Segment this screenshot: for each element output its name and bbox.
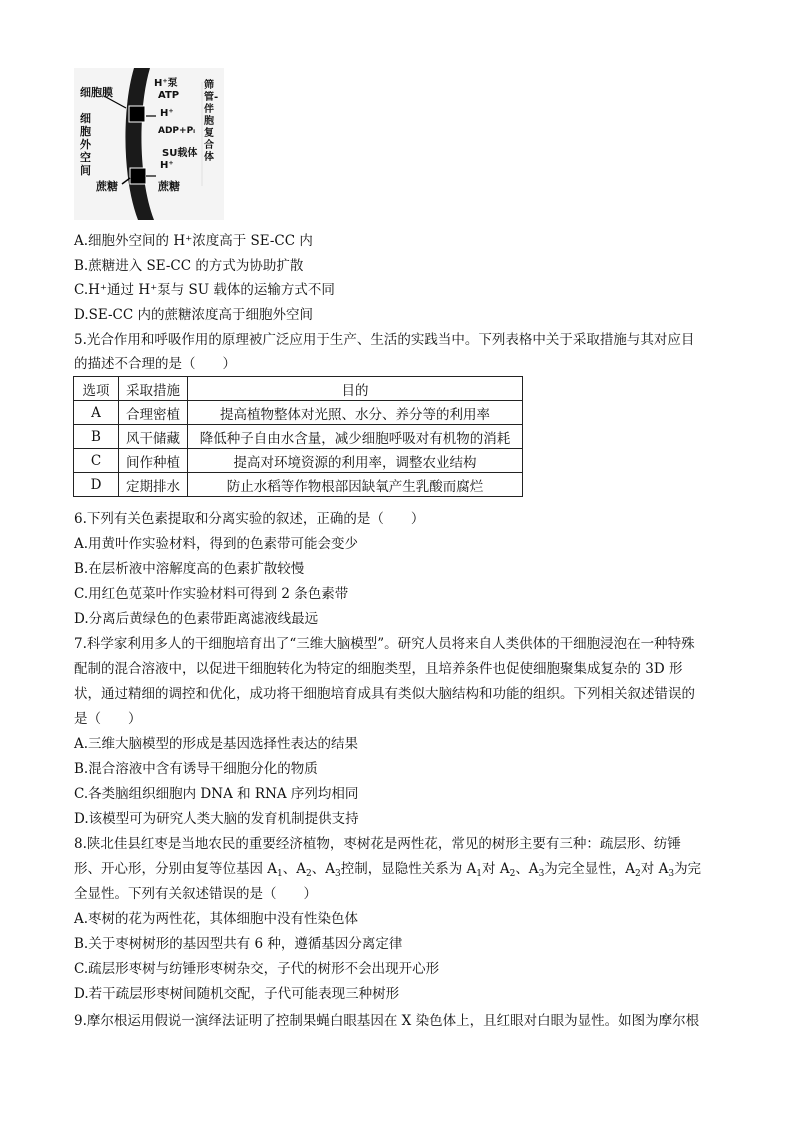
q5-stem-line1: 5.光合作用和呼吸作用的原理被广泛应用于生产、生活的实践当中。下列表格中关于采取措施与其对应目 xyxy=(74,332,695,348)
label-atp: ATP xyxy=(158,90,180,101)
q4-option-c: C.H⁺通过 H⁺泵与 SU 载体的运输方式不同 xyxy=(74,282,335,298)
table-row xyxy=(74,473,523,497)
label-outside-space: 细胞外空间 xyxy=(80,112,91,177)
table-header-cell: 目的 xyxy=(188,377,523,401)
q7-option-b: B.混合溶液中含有诱导干细胞分化的物质 xyxy=(74,761,318,777)
q8-text: 控制，显隐性关系为 A xyxy=(340,861,477,877)
q7-stem-line3: 状，通过精细的调控和优化，成功将干细胞培育成具有类似大脑结构和功能的组织。下列相关叙述错误的 xyxy=(74,686,695,702)
q8-text: 、A xyxy=(282,861,307,877)
table-header-cell: 采取措施 xyxy=(119,377,188,401)
table-cell: C xyxy=(74,449,119,473)
q9-stem: 9.摩尔根运用假说一演绎法证明了控制果蝇白眼基因在 X 染色体上，且红眼对白眼为显性。如图为摩尔根 xyxy=(74,1013,700,1029)
table-cell: 合理密植 xyxy=(119,401,188,425)
q8-stem-line3: 全显性。下列有关叙述错误的是（ ） xyxy=(74,886,317,902)
table-cell: 风干储藏 xyxy=(119,425,188,449)
table-cell: 防止水稻等作物根部因缺氧产生乳酸而腐烂 xyxy=(188,473,523,497)
subscript: 1 xyxy=(277,869,283,879)
label-h-su: H⁺ xyxy=(160,160,174,171)
subscript: 3 xyxy=(335,869,341,879)
subscript: 3 xyxy=(538,869,545,879)
q4-option-a: A.细胞外空间的 H⁺浓度高于 SE-CC 内 xyxy=(74,233,313,249)
q8-text: 为完 xyxy=(674,861,702,877)
table-cell: 提高植物整体对光照、水分、养分等的利用率 xyxy=(188,401,523,425)
q8-text: 对 A xyxy=(640,861,669,877)
label-h-in: H⁺ xyxy=(160,108,174,119)
q7-stem-line2: 配制的混合溶液中，以促进干细胞转化为特定的细胞类型，且培养条件也促使细胞聚集成复杂的 3D 形 xyxy=(74,661,683,677)
q8-text: 、A xyxy=(515,861,539,877)
table-cell: D xyxy=(74,473,119,497)
q8-stem-line2 xyxy=(74,860,701,883)
table-header-cell: 选项 xyxy=(74,377,119,401)
q8-text: 、A xyxy=(311,861,336,877)
q8-option-d: D.若干疏层形枣树间随机交配，子代可能表现三种树形 xyxy=(74,986,400,1002)
membrane-transport-figure xyxy=(74,68,224,220)
label-sucrose-out: 蔗糖 xyxy=(96,180,118,193)
q8-option-b: B.关于枣树树形的基因型共有 6 种，遵循基因分离定律 xyxy=(74,936,403,952)
label-sucrose-in: 蔗糖 xyxy=(158,180,180,193)
q7-option-c: C.各类脑组织细胞内 DNA 和 RNA 序列均相同 xyxy=(74,786,359,802)
subscript: 3 xyxy=(668,869,675,879)
table-cell: 间作种植 xyxy=(119,449,188,473)
q8-stem-line1: 8.陕北佳县红枣是当地农民的重要经济植物，枣树花是两性花，常见的树形主要有三种：疏层形、纺锤 xyxy=(74,836,681,852)
q8-option-a: A.枣树的花为两性花，其体细胞中没有性染色体 xyxy=(74,911,359,927)
q7-option-a: A.三维大脑模型的形成是基因选择性表达的结果 xyxy=(74,736,359,752)
table-header-row xyxy=(74,377,523,401)
label-adp: ADP+Pᵢ xyxy=(158,126,196,136)
q8-option-c: C.疏层形枣树与纺锤形枣树杂交，子代的树形不会出现开心形 xyxy=(74,961,440,977)
q7-stem-line1: 7.科学家利用多人的干细胞培育出了“三维大脑模型”。研究人员将来自人类供体的干细胞浸泡在一种特殊 xyxy=(74,636,695,652)
q8-text: 形、开心形，分别由复等位基因 A xyxy=(74,861,278,877)
table-row xyxy=(74,401,523,425)
q6-option-a: A.用黄叶作实验材料，得到的色素带可能会变少 xyxy=(74,536,359,552)
q4-option-d: D.SE-CC 内的蔗糖浓度高于细胞外空间 xyxy=(74,307,313,323)
q6-option-b: B.在层析液中溶解度高的色素扩散较慢 xyxy=(74,561,305,577)
q5-stem-line2: 的描述不合理的是（ ） xyxy=(74,356,236,372)
table-cell: A xyxy=(74,401,119,425)
q8-text: 对 A xyxy=(482,861,510,877)
table-row xyxy=(74,425,523,449)
subscript: 2 xyxy=(306,869,312,879)
q6-stem: 6.下列有关色素提取和分离实验的叙述，正确的是（ ） xyxy=(74,511,425,527)
table-cell: 提高对环境资源的利用率，调整农业结构 xyxy=(188,449,523,473)
table-cell: B xyxy=(74,425,119,449)
table-cell: 定期排水 xyxy=(119,473,188,497)
q6-option-d: D.分离后黄绿色的色素带距离滤液线最远 xyxy=(74,611,319,627)
label-membrane: 细胞膜 xyxy=(80,86,113,99)
label-pump: H⁺泵 xyxy=(154,78,178,89)
q4-option-b: B.蔗糖进入 SE-CC 的方式为协助扩散 xyxy=(74,258,304,274)
q8-text: 为完全显性，A xyxy=(544,861,636,877)
q7-stem-line4: 是（ ） xyxy=(74,711,142,727)
q7-option-d: D.该模型可为研究人类大脑的发育机制提供支持 xyxy=(74,811,359,827)
table-row xyxy=(74,449,523,473)
subscript: 2 xyxy=(509,869,516,879)
subscript: 2 xyxy=(635,869,641,879)
label-complex: 筛管-伴胞复合体 xyxy=(204,80,219,163)
q6-option-c: C.用红色苋菜叶作实验材料可得到 2 条色素带 xyxy=(74,586,349,602)
q5-table xyxy=(73,376,523,497)
label-su: SU载体 xyxy=(162,148,198,159)
subscript: 1 xyxy=(476,869,483,879)
table-cell: 降低种子自由水含量，减少细胞呼吸对有机物的消耗 xyxy=(188,425,523,449)
